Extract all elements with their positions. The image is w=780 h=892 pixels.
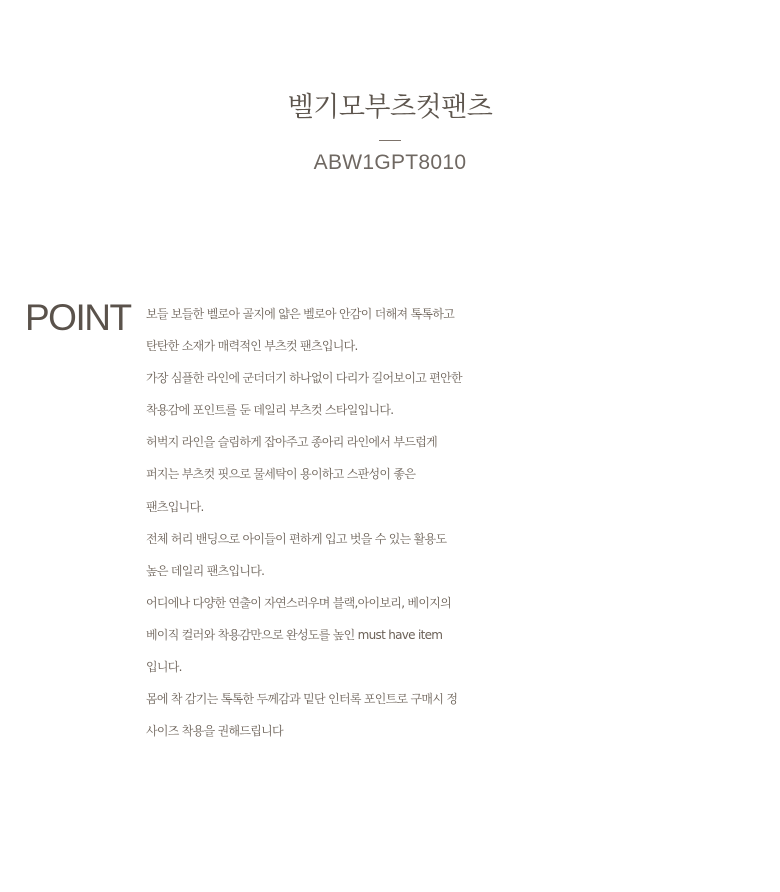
description-line: 퍼지는 부츠컷 핏으로 물세탁이 용이하고 스판성이 좋은 [146,467,416,482]
description-line: 어디에나 다양한 연출이 자연스러우며 블랙,아이보리, 베이지의 [146,595,451,610]
point-heading: POINT [25,297,131,338]
description-line: 허벅지 라인을 슬림하게 잡아주고 종아리 라인에서 부드럽게 [146,435,437,450]
description-line: 사이즈 착용을 권해드립니다 [146,724,283,739]
description-line: 착용감에 포인트를 둔 데일리 부츠컷 스타일입니다. [146,403,394,418]
product-name: 벨기모부츠컷팬츠 [287,92,493,123]
product-header [0,88,780,176]
description-line: 팬츠입니다. [146,499,204,514]
description-line: 입니다. [146,660,182,675]
description-line: 전체 허리 밴딩으로 아이들이 편하게 입고 벗을 수 있는 활용도 [146,531,447,546]
description-line: 탄탄한 소재가 매력적인 부츠컷 팬츠입니다. [146,339,358,354]
description-line: 몸에 착 감기는 톡톡한 두께감과 밑단 인터록 포인트로 구매시 정 [146,692,458,707]
description-line: 보들 보들한 벨로아 골지에 얇은 벨로아 안감이 더해져 톡톡하고 [146,307,455,321]
description-line: 가장 심플한 라인에 군더더기 하나없이 다리가 길어보이고 편안한 [146,371,462,386]
point-description [146,298,778,747]
description-line: 베이직 컬러와 착용감만으로 완성도를 높인 must have item [146,627,443,642]
description-line: 높은 데일리 팬츠입니다. [146,563,265,578]
product-code: ABW1GPT8010 [313,151,467,174]
title-divider [379,140,401,141]
